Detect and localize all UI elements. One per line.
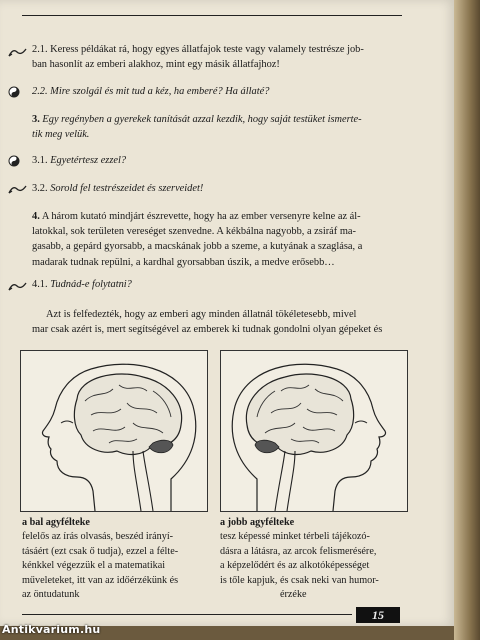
q2-2-text: 2.2. Mire szolgál és mit tud a kéz, ha emberé? Ha állaté? [32, 86, 270, 97]
q4-1-number: 4.1. [32, 279, 48, 290]
right-caption [220, 516, 408, 602]
p5-line1: Azt is felfedezték, hogy az emberi agy minden állatnál tökéletesebb, mivel [46, 309, 357, 320]
left-brain-figure [20, 350, 208, 512]
p4-line3: gasabb, a gepárd gyorsabb, a macskának jobb a szeme, a kutyának a szaglása, a [32, 241, 363, 253]
p4-line2: latokkal, sok területen vereséget szenvedne. A kékbálna nagyobb, a zsiráf ma- [32, 226, 357, 238]
left-caption-line4: műveleteket, itt van az időérzékünk és [22, 574, 179, 586]
question-3-2 [32, 181, 404, 196]
yin-yang-icon [8, 86, 28, 98]
watermark: Antikvarium.hu [2, 623, 101, 636]
yin-yang-icon [8, 155, 28, 167]
q4-1-text: Tudnád-e folytatni? [50, 279, 132, 290]
question-4-1 [32, 277, 404, 292]
right-caption-line3: a képzelődért és az alkotóképességet [220, 560, 370, 572]
pen-icon [8, 183, 28, 195]
paragraph-4 [32, 209, 404, 270]
paragraph-5 [32, 307, 404, 337]
paragraph-3 [32, 112, 404, 142]
p5-line2: mar csak azért is, mert segítségével az emberek ki tudnak gondolni olyan gépeket és [32, 324, 383, 336]
pen-icon [8, 46, 28, 58]
question-2-1 [32, 42, 404, 72]
p3-number: 3. [32, 114, 40, 125]
question-2-2 [32, 84, 404, 99]
top-rule [22, 15, 402, 16]
question-3-1 [32, 153, 404, 168]
right-caption-line4: is tőle kapjuk, és csak neki van humor- [220, 574, 379, 586]
left-caption-line3: kénkkel végezzük el a matematikai [22, 560, 166, 572]
right-brain-figure [220, 350, 408, 512]
left-hemisphere-illustration [21, 351, 207, 511]
left-caption-title: a bal agyfélteke [22, 517, 90, 528]
book-spine [454, 0, 480, 640]
right-caption-line1: tesz képessé minket térbeli tájékozó- [220, 531, 370, 543]
q2-1-line1: 2.1. Keress példákat rá, hogy egyes állatfajok teste vagy valamely testrésze job- [32, 44, 364, 55]
p4-number: 4. [32, 211, 40, 222]
page-number: 15 [356, 607, 400, 623]
p4-line4: madarak tudnak repülni, a kardhal gyorsabban úszik, a medve erősebb… [32, 256, 335, 268]
left-caption-line2: tásáért (ezt csak ő tudja), ezzel a félte- [22, 545, 179, 557]
left-caption-line1: felelős az írás olvasás, beszéd irányí- [22, 531, 174, 543]
left-caption [22, 516, 210, 602]
right-caption-line2: dásra a látásra, az arcok felismerésére, [220, 545, 377, 557]
q2-1-line2: ban hasonlít az emberi alakhoz, mint egy másik állatfajhoz! [32, 59, 280, 71]
footer-rule [22, 614, 352, 615]
p3-line2: tik meg velük. [32, 129, 90, 141]
right-caption-line5: érzéke [280, 589, 307, 601]
q3-2-text: Sorold fel testrészeidet és szerveidet! [50, 183, 204, 194]
p3-line1: Egy regényben a gyerekek tanítását azzal kezdik, hogy saját testüket ismerte- [42, 114, 362, 125]
q3-1-number: 3.1. [32, 155, 48, 166]
q3-1-text: Egyetértesz ezzel? [50, 155, 127, 166]
pen-icon [8, 280, 28, 292]
right-hemisphere-illustration [221, 351, 407, 511]
left-caption-line5: az öntudatunk [22, 589, 80, 601]
q3-2-number: 3.2. [32, 183, 48, 194]
p4-line1: A három kutató mindjárt észrevette, hogy ha az ember versenyre kelne az ál- [41, 211, 361, 222]
right-caption-title: a jobb agyfélteke [220, 517, 295, 528]
